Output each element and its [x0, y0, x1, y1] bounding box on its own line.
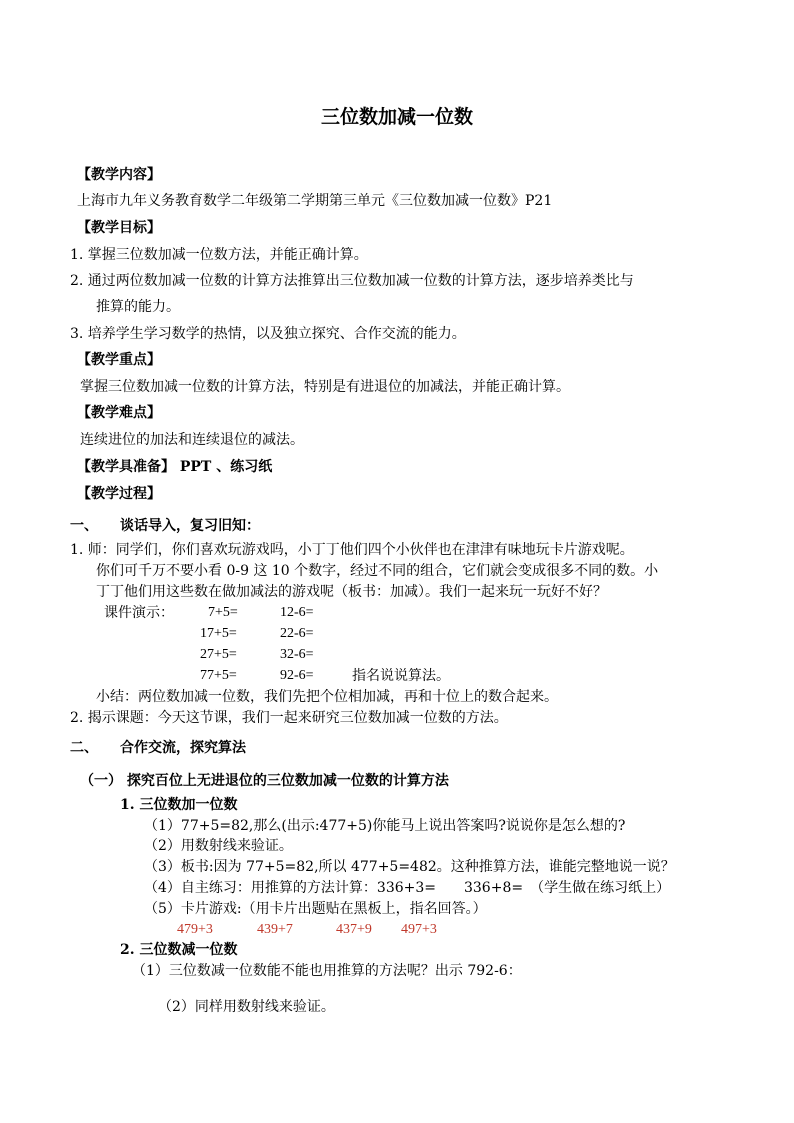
goal-3: 3. 培养学生学习数学的热情，以及独立探究、合作交流的能力。	[70, 326, 466, 342]
goals-heading: 【教学目标】	[77, 220, 161, 236]
page-title: 三位数加减一位数	[320, 106, 473, 128]
part1-paragraph-line-3: 丁丁他们用这些数在做加减法的游戏呢（板书：加减）。我们一起来玩一玩好不好？	[96, 584, 607, 600]
demo-sub-2: 22-6=	[280, 626, 314, 641]
demo-add-4: 77+5=	[200, 668, 237, 683]
add-item-3: （3）板书:因为 77+5=82,所以 477+5=482。这种推算方法，谁能完整地说一说？	[144, 859, 675, 875]
part1-number: 一、	[70, 518, 98, 534]
demo-add-3: 27+5=	[200, 647, 237, 662]
demo-add-1: 7+5=	[208, 605, 238, 620]
summary: 小结：两位数加减一位数，我们先把个位相加减，再和十位上的数合起来。	[96, 689, 558, 705]
goal-2-line-2: 推算的能力。	[96, 299, 180, 315]
part2-subheading: （一） 探究百位上无进退位的三位数加减一位数的计算方法	[80, 773, 449, 789]
card-3: 437+9	[336, 922, 372, 937]
demo-sub-3: 32-6=	[280, 647, 314, 662]
part2-number: 二、	[70, 740, 98, 756]
add-item-4: （4）自主练习：用推算的方法计算：336+3= 336+8= （学生做在练习纸上）	[144, 880, 671, 896]
content-text: 上海市九年义务教育数学二年级第二学期第三单元《三位数加减一位数》P21	[77, 193, 553, 209]
demo-label: 课件演示：	[104, 605, 174, 621]
key-text: 掌握三位数加减一位数的计算方法，特别是有进退位的加减法，并能正确计算。	[80, 379, 570, 395]
part1-heading: 谈话导入，复习旧知：	[120, 518, 260, 534]
sub-item-2: （2）同样用数射线来验证。	[158, 999, 335, 1015]
demo-sub-4: 92-6=	[280, 668, 314, 683]
add-item-1: （1）77+5=82,那么(出示:477+5)你能马上说出答案吗?说说你是怎么想的?	[144, 818, 626, 834]
add-item-2: （2）用数射线来验证。	[144, 838, 293, 854]
goal-1: 1. 掌握三位数加减一位数方法，并能正确计算。	[70, 247, 368, 263]
card-4: 497+3	[401, 922, 437, 937]
difficulty-text: 连续进位的加法和连续退位的减法。	[80, 432, 304, 448]
sub-heading: 2. 三位数减一位数	[120, 942, 238, 958]
difficulty-heading: 【教学难点】	[77, 405, 161, 421]
reveal-topic: 2. 揭示课题：今天这节课，我们一起来研究三位数加减一位数的方法。	[70, 710, 508, 726]
demo-add-2: 17+5=	[200, 626, 237, 641]
add-heading: 1. 三位数加一位数	[120, 797, 238, 813]
part1-paragraph-line-1: 1. 师：同学们，你们喜欢玩游戏吗，小丁丁他们四个小伙伴也在津津有味地玩卡片游戏呢。	[70, 542, 634, 558]
demo-note: 指名说说算法。	[352, 668, 450, 684]
content-heading: 【教学内容】	[77, 167, 161, 183]
card-2: 439+7	[257, 922, 293, 937]
card-1: 479+3	[177, 922, 213, 937]
demo-sub-1: 12-6=	[280, 605, 314, 620]
prep-line: 【教学具准备】 PPT 、练习纸	[77, 459, 273, 475]
process-heading: 【教学过程】	[77, 486, 161, 502]
sub-item-1: （1）三位数减一位数能不能也用推算的方法呢？出示 792-6：	[132, 963, 522, 979]
goal-2-line-1: 2. 通过两位数加减一位数的计算方法推算出三位数加减一位数的计算方法，逐步培养类比与	[70, 273, 634, 289]
part2-heading: 合作交流，探究算法	[120, 740, 246, 756]
part1-paragraph-line-2: 你们可千万不要小看 0-9 这 10 个数字，经过不同的组合，它们就会变成很多不同的数。小	[96, 563, 659, 579]
key-heading: 【教学重点】	[77, 352, 161, 368]
add-item-5: （5）卡片游戏:（用卡片出题贴在黑板上，指名回答。）	[144, 901, 487, 917]
